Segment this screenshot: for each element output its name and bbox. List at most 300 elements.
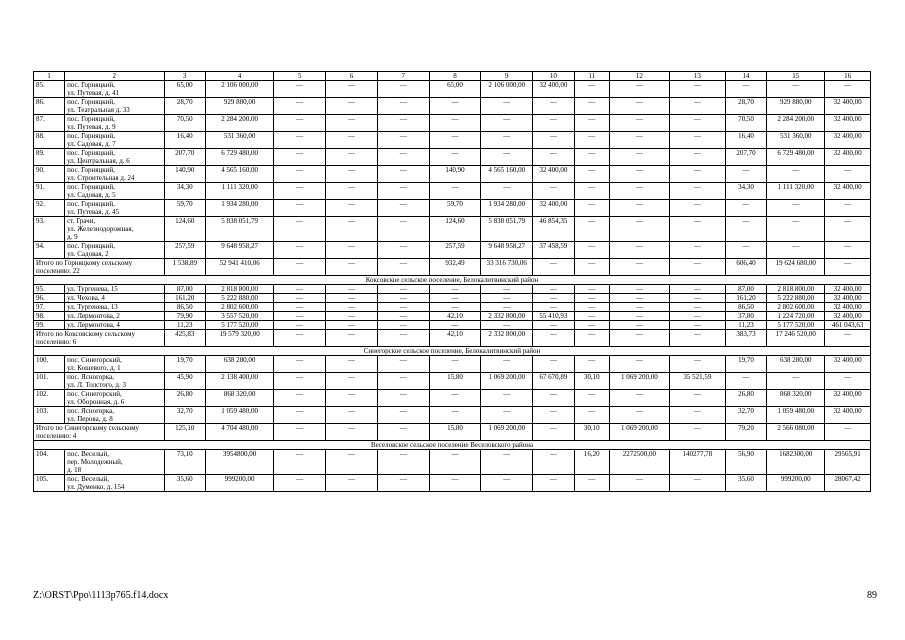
table-cell: — (767, 373, 825, 390)
column-header: 4 (205, 72, 273, 81)
table-cell: — (609, 330, 669, 347)
table-cell: 73,10 (164, 450, 205, 475)
table-cell: — (825, 217, 871, 242)
row-number: 90. (34, 166, 65, 183)
table-cell: — (574, 115, 609, 132)
table-cell: 65,00 (164, 81, 205, 98)
table-cell: — (669, 330, 725, 347)
table-cell: — (725, 217, 766, 242)
table-cell: 124,60 (164, 217, 205, 242)
table-cell: 638 280,00 (205, 356, 273, 373)
table-cell: — (725, 166, 766, 183)
address-cell: пос. Синегорский, ул. Оборонная, д. 6 (65, 390, 164, 407)
table-cell: — (574, 132, 609, 149)
table-cell: — (481, 390, 533, 407)
table-cell: 2 332 800,00 (481, 330, 533, 347)
table-cell: — (609, 407, 669, 424)
table-cell: 1682300,00 (767, 450, 825, 475)
table-cell: — (533, 98, 574, 115)
table-cell: 17 246 520,00 (767, 330, 825, 347)
table-cell: 79,90 (164, 312, 205, 321)
table-cell: — (533, 390, 574, 407)
table-cell: 59,70 (429, 200, 481, 217)
table-cell: — (609, 242, 669, 259)
table-cell: 15,80 (429, 373, 481, 390)
data-table (33, 71, 871, 492)
table-cell: 16,40 (164, 132, 205, 149)
table-cell: 11,23 (164, 321, 205, 330)
table-cell: — (609, 303, 669, 312)
table-cell: — (609, 98, 669, 115)
table-cell: 2 818 800,00 (767, 285, 825, 294)
table-cell: — (326, 166, 378, 183)
table-cell: 46 854,35 (533, 217, 574, 242)
table-cell: 1 059 480,00 (767, 407, 825, 424)
table-cell: 32 400,00 (533, 81, 574, 98)
table-row (34, 312, 871, 321)
table-cell: 30,10 (574, 373, 609, 390)
table-row (34, 81, 871, 98)
table-cell: 4 565 160,00 (481, 166, 533, 183)
table-cell: 929 880,00 (767, 98, 825, 115)
table-cell: 9 648 958,27 (205, 242, 273, 259)
table-cell: 1 224 720,00 (767, 312, 825, 321)
table-cell: — (669, 475, 725, 492)
address-cell: пос. Горняцкий, ул. Строительная д. 24 (65, 166, 164, 183)
table-cell: — (574, 285, 609, 294)
table-cell: — (609, 356, 669, 373)
table-cell: 2 106 000,00 (481, 81, 533, 98)
table-cell: 32 400,00 (825, 407, 871, 424)
table-row (34, 115, 871, 132)
table-cell: — (669, 149, 725, 166)
row-number: 87. (34, 115, 65, 132)
address-cell: ул. Чехова, 4 (65, 294, 164, 303)
section-header-row (34, 441, 871, 450)
table-cell: — (609, 200, 669, 217)
table-cell: 37 458,59 (533, 242, 574, 259)
table-cell: — (533, 407, 574, 424)
table-cell: — (669, 200, 725, 217)
table-cell: 1 069 200,00 (609, 424, 669, 441)
table-cell: — (377, 475, 429, 492)
table-cell: 42,10 (429, 312, 481, 321)
table-cell: — (669, 81, 725, 98)
address-cell: пос. Горняцкий, ул. Центральная, д. 6 (65, 149, 164, 166)
table-cell: 32,70 (164, 407, 205, 424)
table-cell: 5 222 880,00 (767, 294, 825, 303)
column-header: 7 (377, 72, 429, 81)
table-cell: — (609, 321, 669, 330)
table-cell: 19 624 680,00 (767, 259, 825, 276)
table-cell: — (825, 242, 871, 259)
table-cell: 207,70 (725, 149, 766, 166)
table-cell: — (533, 356, 574, 373)
table-cell: — (533, 303, 574, 312)
table-cell: 37,80 (725, 312, 766, 321)
table-cell: — (574, 242, 609, 259)
table-cell: — (669, 242, 725, 259)
section-title: Синегорское сельское поселение, Белокалитвинский район (34, 347, 871, 356)
table-cell: — (326, 303, 378, 312)
table-cell: 161,20 (725, 294, 766, 303)
table-cell: — (669, 424, 725, 441)
subtotal-label: Итого по Горняцкому сельскому поселению: 22 (34, 259, 165, 276)
address-cell: пос. Ясногорка, ул. Л. Толстого, д. 3 (65, 373, 164, 390)
table-cell: — (377, 407, 429, 424)
table-cell: — (429, 132, 481, 149)
table-cell: — (377, 330, 429, 347)
column-header: 5 (274, 72, 326, 81)
table-row (34, 407, 871, 424)
row-number: 102. (34, 390, 65, 407)
table-cell: 5 838 051,79 (481, 217, 533, 242)
table-cell: — (377, 285, 429, 294)
table-cell: — (481, 98, 533, 115)
table-cell: 79,20 (725, 424, 766, 441)
address-cell: пос. Горняцкий, ул. Садовая, 2 (65, 242, 164, 259)
table-cell: 2 284 200,00 (205, 115, 273, 132)
table-cell: — (533, 259, 574, 276)
table-cell: — (481, 183, 533, 200)
section-header-row (34, 347, 871, 356)
table-cell: — (533, 285, 574, 294)
table-cell: 932,49 (429, 259, 481, 276)
table-cell: 87,00 (164, 285, 205, 294)
table-cell: — (274, 312, 326, 321)
address-cell: пос. Горняцкий, ул. Садовая, д. 5 (65, 183, 164, 200)
table-cell: — (609, 115, 669, 132)
table-cell: 32 400,00 (825, 285, 871, 294)
table-cell: — (274, 98, 326, 115)
table-cell: — (429, 356, 481, 373)
table-cell: — (574, 259, 609, 276)
column-header: 14 (725, 72, 766, 81)
table-cell: — (574, 390, 609, 407)
column-header: 6 (326, 72, 378, 81)
table-cell: — (609, 390, 669, 407)
table-cell: 638 280,00 (767, 356, 825, 373)
table-row (34, 373, 871, 390)
table-cell: 257,59 (164, 242, 205, 259)
address-cell: пос. Ясногорка, ул. Перова, д. 8 (65, 407, 164, 424)
table-cell: 32 400,00 (825, 294, 871, 303)
table-cell: — (669, 115, 725, 132)
table-cell: — (609, 259, 669, 276)
table-cell: — (326, 407, 378, 424)
table-cell: — (326, 259, 378, 276)
table-cell: 1 059 480,00 (205, 407, 273, 424)
table-cell: — (574, 475, 609, 492)
table-cell: — (669, 285, 725, 294)
table-cell: — (481, 356, 533, 373)
table-cell: 19,70 (725, 356, 766, 373)
table-cell: — (574, 217, 609, 242)
address-cell: пос. Горняцкий, ул. Путевая, д. 45 (65, 200, 164, 217)
table-cell: 35,60 (164, 475, 205, 492)
row-number: 97. (34, 303, 65, 312)
footer-file-path: Z:\ORST\Ppo\1113p765.f14.docx (33, 590, 169, 601)
table-cell: — (533, 115, 574, 132)
table-cell: 1 111 320,00 (767, 183, 825, 200)
table-row (34, 285, 871, 294)
row-number: 103. (34, 407, 65, 424)
table-cell: — (669, 390, 725, 407)
table-cell: 1 111 320,00 (205, 183, 273, 200)
table-cell: 5 177 520,00 (767, 321, 825, 330)
table-cell: 56,90 (725, 450, 766, 475)
table-cell: — (429, 407, 481, 424)
table-cell: 35,60 (725, 475, 766, 492)
table-row (34, 390, 871, 407)
column-header: 12 (609, 72, 669, 81)
subtotal-row (34, 424, 871, 441)
column-header: 9 (481, 72, 533, 81)
table-cell: 383,73 (725, 330, 766, 347)
table-cell: — (326, 81, 378, 98)
column-header: 11 (574, 72, 609, 81)
table-cell: 35 521,59 (669, 373, 725, 390)
table-cell: 32 400,00 (825, 183, 871, 200)
table-row (34, 149, 871, 166)
subtotal-label: Итого по Синегорскому сельскому поселению: 4 (34, 424, 165, 441)
table-cell: — (326, 475, 378, 492)
table-cell: — (669, 321, 725, 330)
table-cell: — (326, 390, 378, 407)
table-cell: 45,90 (164, 373, 205, 390)
table-cell: 15,80 (429, 424, 481, 441)
table-cell: — (609, 475, 669, 492)
table-cell: — (326, 294, 378, 303)
table-cell: — (481, 321, 533, 330)
table-cell: — (274, 242, 326, 259)
table-cell: — (377, 259, 429, 276)
table-row (34, 98, 871, 115)
table-cell: — (533, 294, 574, 303)
table-cell: 32 400,00 (825, 115, 871, 132)
address-cell: ст. Грачи, ул. Железнодорожная, д. 9 (65, 217, 164, 242)
row-number: 85. (34, 81, 65, 98)
table-cell: — (274, 132, 326, 149)
table-cell: 32 400,00 (533, 200, 574, 217)
table-cell: 868 320,00 (205, 390, 273, 407)
table-cell: — (825, 81, 871, 98)
table-cell: 59,70 (164, 200, 205, 217)
subtotal-row (34, 330, 871, 347)
table-cell: — (574, 200, 609, 217)
table-cell: — (274, 450, 326, 475)
table-cell: 11,23 (725, 321, 766, 330)
page-number: 89 (867, 590, 877, 601)
address-cell: ул. Тургенева, 15 (65, 285, 164, 294)
table-cell: — (377, 242, 429, 259)
table-cell: — (574, 149, 609, 166)
table-cell: 67 670,89 (533, 373, 574, 390)
table-cell: 32 400,00 (825, 98, 871, 115)
table-cell: 2 566 080,00 (767, 424, 825, 441)
table-cell: — (326, 356, 378, 373)
table-cell: 5 177 520,00 (205, 321, 273, 330)
table-row (34, 303, 871, 312)
table-cell: — (669, 132, 725, 149)
table-cell: — (767, 81, 825, 98)
table-cell: 3954800,00 (205, 450, 273, 475)
table-cell: 9 648 958,27 (481, 242, 533, 259)
table-cell: — (609, 294, 669, 303)
table-cell: — (274, 475, 326, 492)
column-header: 3 (164, 72, 205, 81)
table-cell: — (429, 149, 481, 166)
table-row (34, 294, 871, 303)
table-cell: — (574, 407, 609, 424)
table-cell: — (326, 132, 378, 149)
table-cell: — (274, 294, 326, 303)
row-number: 98. (34, 312, 65, 321)
table-cell: — (274, 303, 326, 312)
section-title: Веселовское сельское поселение Веселовского района (34, 441, 871, 450)
table-cell: 70,50 (164, 115, 205, 132)
table-cell: — (725, 200, 766, 217)
table-cell: 207,70 (164, 149, 205, 166)
column-header: 16 (825, 72, 871, 81)
table-cell: 32 400,00 (825, 132, 871, 149)
table-cell: — (609, 183, 669, 200)
table-cell: — (574, 330, 609, 347)
address-cell: ул. Лермонтова, 2 (65, 312, 164, 321)
table-cell: — (274, 407, 326, 424)
table-cell: — (669, 183, 725, 200)
subtotal-label: Итого по Коксовскому сельскому поселению: 6 (34, 330, 165, 347)
table-cell: 5 222 880,00 (205, 294, 273, 303)
table-body (34, 72, 871, 492)
table-cell: 32 400,00 (825, 312, 871, 321)
table-cell: — (429, 285, 481, 294)
table-cell: 70,50 (725, 115, 766, 132)
table-cell: — (326, 330, 378, 347)
table-cell: — (274, 166, 326, 183)
table-cell: — (669, 312, 725, 321)
table-cell: — (825, 166, 871, 183)
column-header: 1 (34, 72, 65, 81)
table-cell: — (274, 424, 326, 441)
table-cell: — (377, 98, 429, 115)
table-cell: 34,30 (164, 183, 205, 200)
table-cell: — (326, 149, 378, 166)
table-cell: — (326, 321, 378, 330)
table-cell: — (274, 390, 326, 407)
table-cell: — (533, 475, 574, 492)
table-cell: — (669, 407, 725, 424)
column-header: 8 (429, 72, 481, 81)
table-cell: — (274, 330, 326, 347)
row-number: 99. (34, 321, 65, 330)
table-cell: 461 043,63 (825, 321, 871, 330)
table-cell: — (533, 132, 574, 149)
table-cell: — (377, 303, 429, 312)
address-cell: ул. Лермонтова, 4 (65, 321, 164, 330)
table-cell: — (533, 321, 574, 330)
table-cell: — (326, 373, 378, 390)
table-cell: 140,90 (164, 166, 205, 183)
table-cell: 1 069 200,00 (609, 373, 669, 390)
table-cell: 1 069 200,00 (481, 424, 533, 441)
row-number: 101. (34, 373, 65, 390)
row-number: 94. (34, 242, 65, 259)
table-cell: — (274, 200, 326, 217)
table-cell: 19,70 (164, 356, 205, 373)
table-cell: — (725, 81, 766, 98)
table-cell: 1 069 200,00 (481, 373, 533, 390)
table-cell: — (533, 330, 574, 347)
table-cell: — (533, 424, 574, 441)
row-number: 96. (34, 294, 65, 303)
table-cell: — (377, 373, 429, 390)
table-cell: — (481, 132, 533, 149)
table-cell: — (481, 294, 533, 303)
table-cell: — (609, 132, 669, 149)
table-cell: 606,40 (725, 259, 766, 276)
table-cell: — (429, 450, 481, 475)
table-cell: 4 704 480,00 (205, 424, 273, 441)
table-cell: — (274, 321, 326, 330)
table-cell: — (274, 217, 326, 242)
table-cell: 16,40 (725, 132, 766, 149)
table-cell: — (274, 356, 326, 373)
table-cell: 32 400,00 (825, 303, 871, 312)
table-row (34, 356, 871, 373)
table-cell: — (609, 312, 669, 321)
table-cell: 16,20 (574, 450, 609, 475)
table-cell: 140277,78 (669, 450, 725, 475)
row-number: 88. (34, 132, 65, 149)
table-cell: — (377, 149, 429, 166)
table-cell: 6 729 480,00 (767, 149, 825, 166)
table-cell: 33 316 730,06 (481, 259, 533, 276)
subtotal-row (34, 259, 871, 276)
table-cell: 3 557 520,00 (205, 312, 273, 321)
address-cell: пос. Горняцкий, ул. Путевая, д. 9 (65, 115, 164, 132)
table-cell: 1 934 280,00 (481, 200, 533, 217)
table-cell: 125,10 (164, 424, 205, 441)
table-cell: 34,30 (725, 183, 766, 200)
row-number: 89. (34, 149, 65, 166)
row-number: 91. (34, 183, 65, 200)
table-cell: 124,60 (429, 217, 481, 242)
table-cell: 1 934 280,00 (205, 200, 273, 217)
table-cell: — (825, 330, 871, 347)
table-cell: — (377, 424, 429, 441)
table-cell: 140,90 (429, 166, 481, 183)
table-cell: — (825, 259, 871, 276)
table-cell: — (377, 356, 429, 373)
table-cell: — (274, 373, 326, 390)
table-cell: — (377, 312, 429, 321)
table-cell: — (429, 321, 481, 330)
column-header: 13 (669, 72, 725, 81)
table-cell: — (481, 407, 533, 424)
table-cell: 32 400,00 (825, 356, 871, 373)
table-cell: — (429, 294, 481, 303)
table-row (34, 242, 871, 259)
table-cell: — (481, 285, 533, 294)
table-cell: — (725, 242, 766, 259)
table-cell: 2 138 400,00 (205, 373, 273, 390)
table-cell: — (429, 98, 481, 115)
table-cell: 531 360,00 (767, 132, 825, 149)
row-number: 95. (34, 285, 65, 294)
table-cell: 65,00 (429, 81, 481, 98)
table-cell: — (669, 303, 725, 312)
